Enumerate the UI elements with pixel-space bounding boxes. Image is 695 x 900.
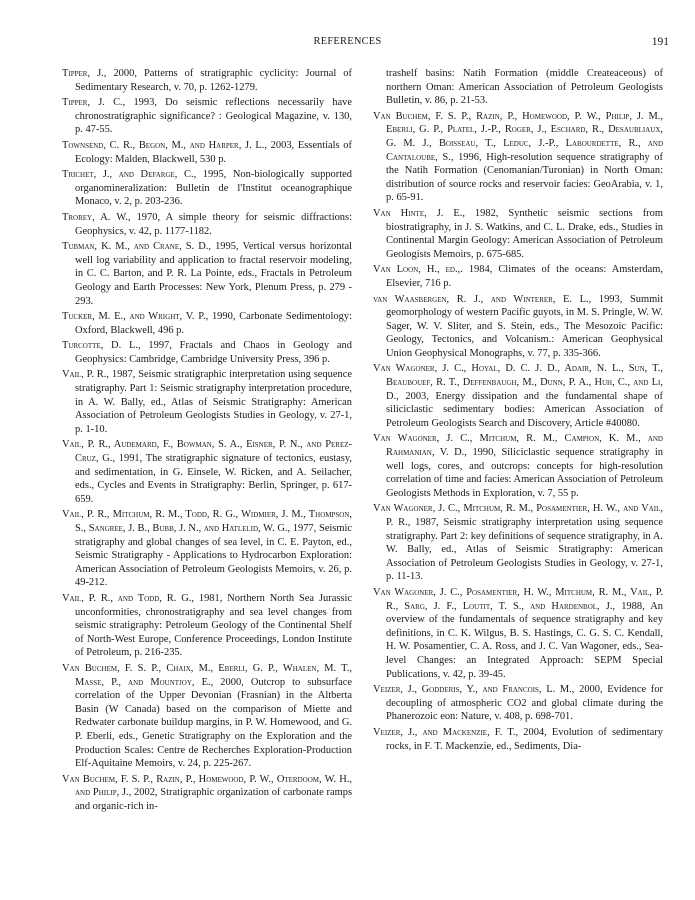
reference-entry [62,139,352,166]
reference-details: , 1988, An overview of the fundamentals of sequence stratigraphy and key definitions, in C. K. Wilgus, B. S. Hastings, C. G. S. C. Kendall, H. W. Posamentier, C. A. Ross, and J. C. Van Wagoner, eds., Sea-level Changes: an Integrated Approach: SEPM Special Publications, v. 42, p. 39-45. [386,600,663,680]
reference-authors: Trichet, J., and Defarge, C. [62,169,194,181]
reference-authors: Van Loon, H., ed., [373,264,461,276]
reference-details: , 1987, Seismic stratigraphy interpretation using sequence stratigraphy. Part 2: key definitions of sequence stratigraphy, in A. W. Bally, ed., Atlas of Seismic Stratigraphy: American Association of Petroleum Geologists Studies in Geology, v. 27-1, p. 11-13. [386,517,664,583]
reference-authors: Van Buchem, F. S. P., Chaix, M., Eberli, G. P., Whalen, M. T., Masse, P., and Mountjoy, E. [62,662,352,688]
reference-authors: Van Wagoner, J. C., Mitchum, R. M., Posamentier, H. W., and Vail, P. R. [373,503,663,528]
reference-entry [62,67,352,94]
reference-entry [373,683,663,724]
reference-details: , 1982, Synthetic seismic sections from biostratigraphy, in J. S. Watkins, and C. L. Drake, eds., Studies in Continental Margin Geology: American Association of Petroleum Geologists Memoirs, p. 675-685. [386,207,663,260]
reference-entry [373,502,663,584]
reference-details: , 1995, Non-biologically supported organomineralization: Bulletin de l'Institut oceanographique Monaco, v. 2, p. 203-236. [75,169,352,208]
reference-details: , 2002, Stratigraphic organization of carbonate ramps and organic-rich in- [75,787,353,812]
reference-entry [373,726,663,753]
reference-details: . 1984, Climates of the oceans: Amsterdam, Elsevier, 716 p. [386,264,663,289]
reference-entry [62,773,352,814]
reference-details: , 2000, Evidence for decoupling of atmospheric CO2 and global climate during the Phanerozoic eon: Nature, v. 408, p. 698-701. [386,684,663,723]
page-number: 191 [651,36,669,48]
running-title: REFERENCES [313,36,382,47]
reference-entry [373,207,663,261]
reference-entry [373,293,663,361]
reference-entry [373,362,663,430]
reference-authors: Vail, P. R. [62,369,107,381]
reference-authors: Veizer, J., and Mackenzie, F. T. [373,726,516,738]
reference-details: , 1991, The stratigraphic signature of tectonics, eustasy, and sedimentation, in G. Einsele, W. Ricken, and A. Seilacher, eds., Cycles and Events in Stratigraphy: Berlin, Springer, p. 617-659. [75,453,353,505]
reference-details: , 2000, Patterns of stratigraphic cyclicity: Journal of Sedimentary Research, v. 70, p. 1262-1279. [75,68,353,93]
reference-entry [62,310,352,337]
reference-details: , 1995, Vertical versus horizontal well log variability and application to fractal reservoir modeling, in C. C. Barton, and P. R. La Pointe, eds., Fractals in Petroleum Geology and Earth Processes: New York, Plenum Press, p. 279 - 293. [75,241,353,307]
reference-details: , 2003, Essentials of Ecology: Malden, Blackwell, 530 p. [75,139,352,165]
reference-details: , 1981, Northern North Sea Jurassic unconformities, chronostratigraphy and sea level changes from seismic stratigraphy: Petroleum Geology of the Continental Shelf of North-West Europe, Conference Proceedings, London Institute of Petroleum, p. 216-235. [75,592,352,659]
reference-details: , 1970, A simple theory for seismic diffractions: Geophysics, v. 42, p. 1177-1182. [75,211,352,237]
reference-authors: Tipper, J. [62,68,104,79]
reference-details: , 2003, Energy dissipation and the fundamental shape of siliciclastic sedimentary bodies: American Association of Petroleum Geologists Search and Discovery, Article #40080. [386,390,663,429]
reference-details: , 1990, Siliciclastic sequence stratigraphy in well logs, cores, and outcrops: concepts for high-resolution correlation of time and facies: American Association of Petroleum Geologists Methods in Exploration, v. 7, 55 p. [386,447,663,499]
reference-details: , 1993, Do seismic reflections necessarily have chronostratigraphic significance? : Geological Magazine, v. 130, p. 47-55. [75,97,352,136]
reference-authors: Vail, P. R., Audemard, F., Bowman, S. A., Eisner, P. N., and Perez-Cruz, G. [62,439,352,465]
reference-authors: Tipper, J. C. [62,97,123,109]
reference-authors: Trorey, A. W. [62,211,128,223]
reference-authors: Vail, P. R., Mitchum, R. M., Todd, R. G., Widmier, J. M., Thompson, S., Sangree, J. B., Bubb, J. N., and Hatlelid, W. G. [62,509,352,534]
reference-details: , 1987, Seismic stratigraphic interpretation using sequence stratigraphy. Part 1: Seismic stratigraphy interpretation procedure, in A. W. Bally, ed., Atlas of Seismic Stratigraphy: American Association of Petroleum Geologists Studies in Geology, v. 27-1, p. 1-10. [75,369,352,435]
reference-authors: Van Hinte, J. E. [373,207,463,219]
reference-authors: van Waasbergen, R. J., and Winterer, E. L. [373,293,589,305]
left-column [62,67,352,815]
reference-entry [373,263,663,290]
reference-entry [62,211,352,238]
running-head [0,36,695,50]
reference-details: , 1990, Carbonate Sedimentology: Oxford, Blackwell, 496 p. [75,311,352,336]
reference-entry [62,662,352,771]
reference-entry [62,438,352,506]
reference-continuation: trashelf basins: Natih Formation (middle Createaceous) of northern Oman: American Association of Petroleum Geologists Bulletin, v. 86, p. 21-53. [386,68,663,107]
reference-authors: Van Wagoner, J. C., Hoyal, D. C. J. D., Adair, N. L., Sun, T., Beaubouef, R. T., Deffenbaugh, M., Dunn, P. A., Huh, C., and Li, D. [373,363,663,402]
reference-authors: Turcotte, D. L. [62,340,138,352]
reference-authors: Vail, P. R., and Todd, R. G. [62,592,192,604]
reference-authors: Van Wagoner, J. C., Posamentier, H. W., Mitchum, R. M., Vail, P. R., Sarg, J. F., Loutit, T. S., and Hardenbol, J. [373,586,663,612]
reference-authors: Van Buchem, F. S. P., Razin, P., Homewood, P. W., Oterdoom, W. H., and Philip, J. [62,773,352,799]
reference-entry [62,592,352,660]
reference-authors: Townsend, C. R., Begon, M., and Harper, J. L. [62,139,265,151]
reference-entry [62,96,352,137]
reference-authors: Van Buchem, F. S. P., Razin, P., Homewood, P. W., Philip, J. M., Eberli, G. P., Platel, J.-P., Roger, J., Eschard, R., Desaubliaux, G. M. J., Boisseau, T., Leduc, J.-P., Labourdette, R., and Cantaloube, S. [373,110,663,163]
reference-details: , 1997, Fractals and Chaos in Geology and Geophysics: Cambridge, Cambridge University Press, 396 p. [75,340,352,365]
reference-entry [62,240,352,308]
reference-authors: Tubman, K. M., and Crane, S. D. [62,241,209,253]
reference-details: , 1993, Summit geomorphology of western Pacific guyots, in M. S. Pringle, W. W. Sager, W. V. Sliter, and S. Stein, eds., The Mesozoic Pacific: Geology, Tectonics, and Volcanism.: American Geophysical Union Geophysical Monographs, v. 77, p. 335-366. [386,293,663,359]
reference-authors: Tucker, M. E., and Wright, V. P. [62,311,206,323]
reference-authors: Veizer, J., Godderis, Y., and Francois, L. M. [373,684,572,696]
reference-details: , 1977, Seismic stratigraphy and global changes of sea level, in C. E. Payton, ed., Seismic Stratigraphy - Applications to Hydrocarbon Exploration: American Association of Petroleum Geologists Memoirs, v. 26, p. 49-212. [75,523,353,589]
reference-details: , 2004, Evolution of sedimentary rocks, in F. T. Mackenzie, ed., Sediments, Dia- [386,726,663,752]
reference-entry [62,368,352,436]
reference-authors: Van Wagoner, J. C., Mitchum, R. M., Campion, K. M., and Rahmanian, V. D. [373,433,663,459]
reference-entry [62,508,352,590]
reference-details: , 1996, High-resolution sequence stratigraphy of the Natih Formation (Cenomanian/Turonian) in North Oman: distribution of source rocks and reservoir facies: GeoArabia, v. 1, p. 65-91. [386,151,663,204]
reference-entry [373,110,663,205]
reference-entry [373,586,663,681]
reference-details: , 2000, Outcrop to subsurface correlation of the Upper Devonian (Frasnian) in the Altberta Basin (W Canada) based on the comparison of Miette and Redwater carbonate buildup margins, in P. W. Homewood, and G. P. Eberli, eds., Genetic Stratigraphy on the Exploration and the Production Scales: Centre de Recherches Exploration-Production Elf-Aquitaine Memoirs, v. 24, p. 225-267. [75,676,352,770]
reference-entry [62,168,352,209]
reference-entry [373,432,663,500]
reference-entry [62,339,352,366]
right-column [373,67,663,755]
